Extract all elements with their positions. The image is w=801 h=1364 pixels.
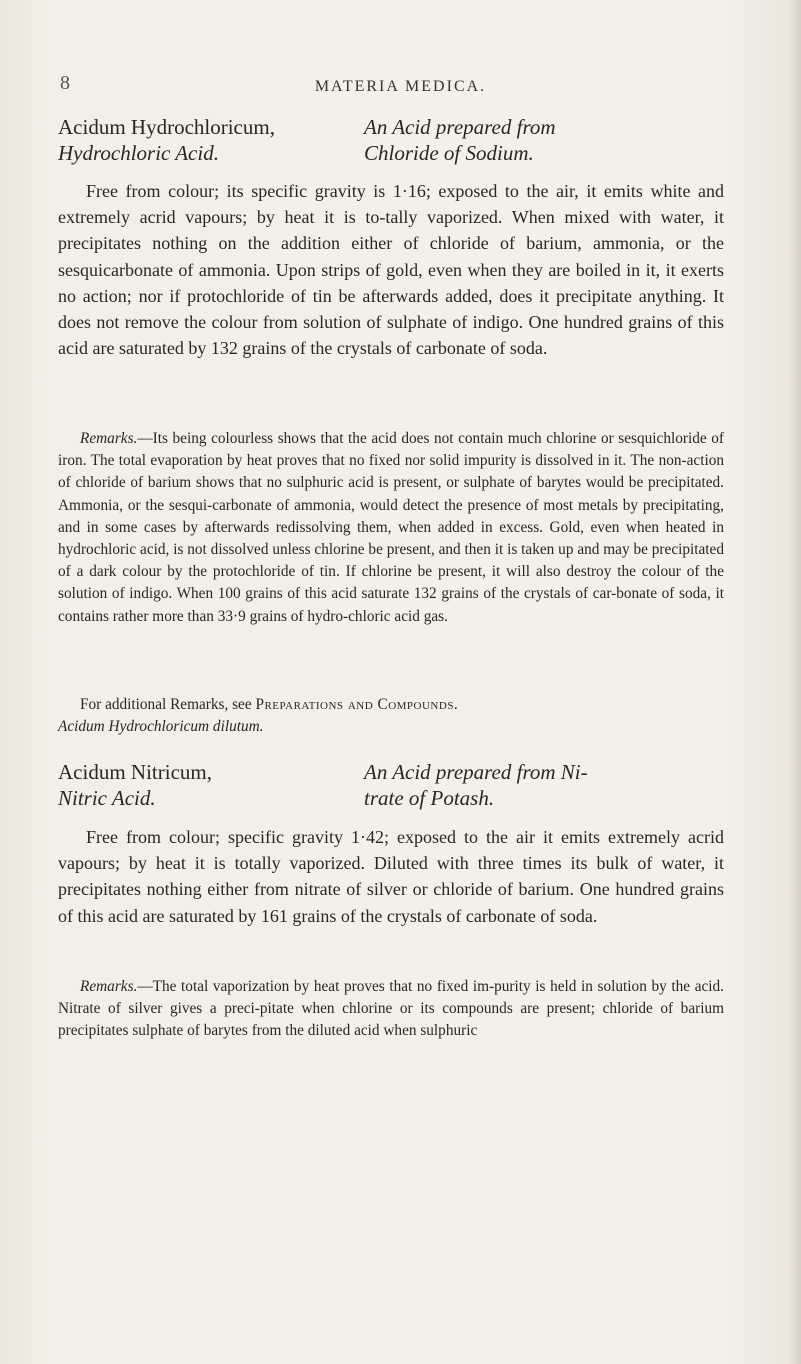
additional-remarks-reference	[58, 694, 724, 738]
entry-preparation-line2: trate of Potash.	[364, 786, 495, 810]
entry-latin-name: Acidum Nitricum,	[58, 760, 212, 784]
additional-prefix: For additional Remarks, see	[80, 696, 256, 713]
entry-preparation-line1: An Acid prepared from	[364, 115, 556, 139]
entry-remarks	[58, 976, 724, 1043]
page-number: 8	[60, 72, 70, 94]
entry-remarks	[58, 428, 724, 628]
entry-english-name: Nitric Acid.	[58, 786, 156, 810]
running-head: MATERIA MEDICA.	[314, 78, 487, 95]
remarks-text: —The total vaporization by heat proves that no fixed im-purity is held in solution by the acid. Nitrate of silver gives a preci-pitate when chlorine or its compounds are present; chloride of barium precipitates sulphate of barytes from the diluted acid when sulphuric	[58, 978, 724, 1040]
entry-preparation-line2: Chloride of Sodium.	[364, 141, 534, 165]
entry-preparation-line1: An Acid prepared from Ni-	[364, 760, 588, 784]
page-edge-shadow	[787, 0, 801, 1364]
entry-english-name: Hydrochloric Acid.	[58, 141, 219, 165]
cross-reference: Preparations and Compounds.	[255, 696, 459, 713]
remarks-label: Remarks.	[80, 430, 138, 447]
entry-latin-name: Acidum Hydrochloricum,	[58, 115, 275, 139]
entry-description: Free from colour; specific gravity 1·42; exposed to the air it emits extremely acrid vapours; by heat it is totally vaporized. Diluted with three times its bulk of water, it precipitates nothing either from nitrate of silver or chloride of barium. One hundred grains of this acid are saturated by 161 grains of the crystals of carbonate of soda.	[58, 827, 724, 926]
entry-description: Free from colour; its specific gravity is 1·16; exposed to the air, it emits white and extremely acrid vapours; by heat it is to-tally vaporized. When mixed with water, it precipitates nothing on the addition either of chloride of barium, ammonia, or the sesquicarbonate of ammonia. Upon strips of gold, even when they are boiled in it, it exerts no action; nor if protochloride of tin be afterwards added, does it precipitate anything. It does not remove the colour from solution of sulphate of indigo. One hundred grains of this acid are saturated by 132 grains of the crystals of carbonate of soda.	[58, 181, 724, 359]
remarks-label: Remarks.	[80, 978, 138, 995]
remarks-text: —Its being colourless shows that the acid does not contain much chlorine or sesquichloride of iron. The total evaporation by heat proves that no fixed nor solid impurity is dissolved in it. The non-action of chloride of barium shows that no sulphuric acid is present, or sulphate of barytes would be precipitated. Ammonia, or the sesqui-carbonate of ammonia, would detect the presence of most metals by precipitating, and in some cases by afterwards redissolving them, when added in excess. Gold, even when heated in hydrochloric acid, is not dissolved unless chlorine be present, and then it is taken up and may be precipitated of a dark colour by the protochloride of tin. If chlorine be present, it will also destroy the colour of the solution of indigo. When 100 grains of this acid saturate 132 grains of the crystals of car-bonate of soda, it contains rather more than 33·9 grains of hydro-chloric acid gas.	[58, 430, 724, 625]
cross-reference-latin: Acidum Hydrochloricum dilutum.	[58, 718, 264, 736]
